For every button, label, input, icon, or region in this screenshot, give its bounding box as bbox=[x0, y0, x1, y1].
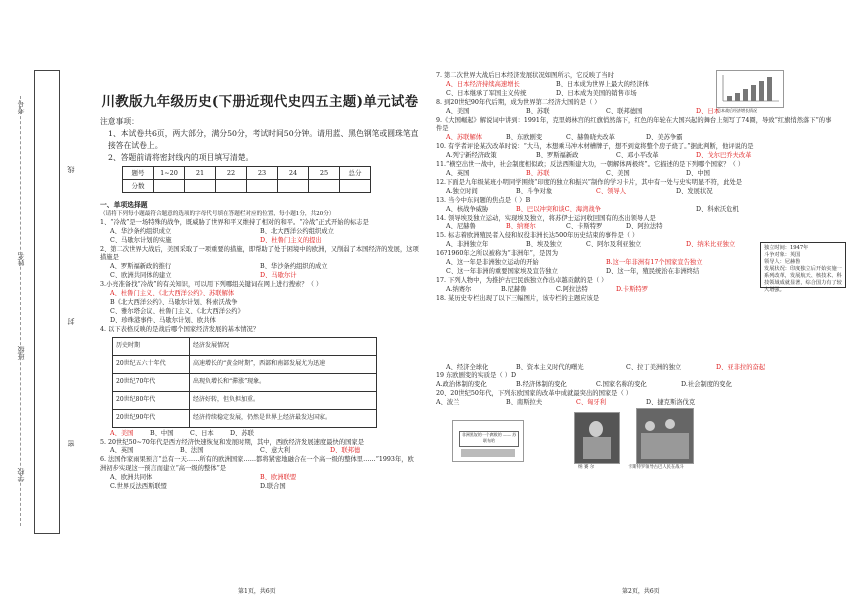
score-input-cell[interactable] bbox=[154, 180, 185, 193]
table-header: 经济发展情况 bbox=[190, 337, 377, 355]
option: B、南斯拉夫 bbox=[506, 399, 543, 407]
figure-head bbox=[645, 421, 655, 431]
option: C、阿尔及利亚独立 bbox=[586, 241, 642, 249]
score-input-cell[interactable] bbox=[278, 180, 309, 193]
chart-svg bbox=[717, 71, 783, 107]
portrait-body bbox=[583, 437, 611, 459]
option: A、这一年是非洲独立运动的开始 bbox=[446, 259, 539, 267]
option: B、北大西洋公约组织成立 bbox=[260, 227, 334, 235]
question-5: 5. 20世纪50~70年代是西方经济快速恢复和发展时期，其中，西欧经济发展速度最快的国家是 bbox=[100, 438, 365, 446]
option: A、核战争威胁 bbox=[446, 205, 489, 213]
option: B、华沙条约组织的成立 bbox=[260, 263, 328, 271]
option: C.阿拉法特 bbox=[556, 285, 588, 293]
cartoon-image bbox=[452, 420, 524, 462]
option: B、苏联 bbox=[526, 107, 550, 115]
option-answer: B、巴以冲突和谈C、海湾战争 bbox=[516, 205, 602, 213]
notes-heading: 注意事项： bbox=[100, 117, 139, 126]
seal-seal-label: 封 bbox=[67, 318, 75, 325]
option: D、苏联 bbox=[230, 429, 254, 437]
score-input-cell[interactable] bbox=[340, 180, 371, 193]
question-2: 2、第二次世界大战后，美国采取了一项重要的措施，即帮助了处于困境中的欧洲，又削弱了本国经济的发展，这项措施是 bbox=[100, 245, 419, 262]
table-cell: 20世纪70年代 bbox=[113, 373, 190, 391]
nasser-caption: 纳 赛 尔 bbox=[578, 465, 595, 470]
option: D、中国 bbox=[686, 169, 710, 177]
option: C、欧洲共同体的建立 bbox=[110, 272, 172, 280]
binding-strip bbox=[34, 70, 60, 534]
option: B、东欧剧变 bbox=[506, 134, 543, 142]
option-answer: D、戈尔巴乔夫改革 bbox=[696, 152, 752, 160]
option: A、波兰 bbox=[436, 399, 460, 407]
option: C、卡斯特罗 bbox=[566, 223, 603, 231]
option: C、日本继承了军国主义传统 bbox=[446, 89, 527, 97]
option: A.政治体制的变化 bbox=[436, 381, 487, 389]
section-heading: 一、单项选择题 bbox=[100, 201, 148, 209]
cartoon-figure bbox=[461, 449, 515, 457]
option-answer: B、纳赛尔 bbox=[506, 223, 536, 231]
option: C、这一年非洲的重要国家埃及宣告独立 bbox=[446, 267, 558, 275]
portrait-head bbox=[589, 421, 603, 437]
option: A、英国 bbox=[110, 447, 134, 455]
section-instructions: （请将下列每小题最符合题意的选项的字母代号填在答题栏对应的位置，每小题1分，共20分） bbox=[100, 210, 335, 217]
option: C、马歇尔计划的实施 bbox=[110, 236, 172, 244]
option: D、阿拉法特 bbox=[626, 223, 663, 231]
seal-secret-label: 密 bbox=[67, 440, 75, 447]
option: B.尼赫鲁 bbox=[501, 285, 527, 293]
question-9: 9.《大国崛起》解说词中讲到：1991年，克里姆林宫的红旗悄然落下，红色的年轮在大国兴起的舞台上刻写了74圈，导致“红旗悄然落下”的事件是 bbox=[436, 116, 832, 133]
option: A.列宁新经济政策 bbox=[446, 152, 497, 160]
score-input-cell[interactable] bbox=[216, 180, 247, 193]
option: B、埃及独立 bbox=[526, 241, 563, 249]
table-row bbox=[113, 409, 377, 427]
name-label: 姓名 bbox=[17, 252, 25, 266]
option-answer: C、匈牙利 bbox=[576, 399, 607, 407]
option-answer: B、欧洲联盟 bbox=[260, 474, 297, 482]
option: B、罗斯福新政 bbox=[536, 152, 579, 160]
question-10: 10. 有学者评论某次改革时说：“大马，本想乘马冲木材槽牌子，想不到竟将整个房子烧了。”据此判断，他评说的是 bbox=[436, 143, 754, 151]
question-6: 6. 法国作家雨果预言“总有一天……所有的欧洲国家……都将紧密地融合在一个高一级的整体里……”1993年，欧洲初步实现这一预言而建立“高一级的整体”是 bbox=[100, 456, 414, 473]
option: C.国家名称的变化 bbox=[596, 381, 647, 389]
japan-economy-chart bbox=[716, 70, 784, 113]
seal-line-label: 线 bbox=[67, 166, 75, 173]
score-cell: 分数 bbox=[123, 180, 154, 193]
option: B、日本成为世界上最大的经济体 bbox=[556, 80, 649, 88]
note-2: 2、答题前请将密封线内的项目填写清楚。 bbox=[108, 153, 254, 162]
table-cell: 经济持续稳定发展，仍然是世界上经济最发达国家。 bbox=[190, 409, 377, 427]
option: C、美国 bbox=[606, 169, 630, 177]
question-14: 14. 领导埃及独立运动，实现埃及独立，将苏伊士运河收回国有的杰出领导人是 bbox=[436, 214, 656, 222]
economy-table bbox=[112, 337, 377, 428]
option: C、雅尔塔会议、杜鲁门主义、《北大西洋公约》 bbox=[110, 307, 244, 315]
option-answer: A、日本经济持续高速增长 bbox=[446, 80, 520, 88]
left-page bbox=[100, 84, 420, 492]
option-answer: D、联邦德 bbox=[330, 447, 361, 455]
option: B.经济体制的变化 bbox=[516, 381, 567, 389]
table-cell: 20世纪90年代 bbox=[113, 409, 190, 427]
option: C、赫鲁晓夫改革 bbox=[566, 134, 615, 142]
table-row bbox=[113, 373, 377, 391]
score-input-cell[interactable] bbox=[185, 180, 216, 193]
option-answer: D、杜鲁门主义的提出 bbox=[260, 236, 322, 244]
question-15: 15. 标志着欧洲殖民者入侵和奴役非洲长达500年历史结束的事件是（ ） bbox=[436, 232, 639, 240]
option-answer: D、纳米比亚独立 bbox=[686, 241, 736, 249]
school-label: 学校 bbox=[17, 468, 25, 482]
question-20: 20、20世纪50年代，下列东欧国家的改革中成就最突出的国家是（ ） bbox=[436, 390, 633, 398]
option: D、这一年，殖民统治在非洲终结 bbox=[606, 267, 700, 275]
table-row bbox=[113, 355, 377, 373]
score-cell: 21 bbox=[185, 167, 216, 180]
option: A.独立时间 bbox=[446, 187, 478, 195]
score-cell: 题号 bbox=[123, 167, 154, 180]
question-8: 8. 到20世纪90年代后期，成为世界第二经济大国的是（ ） bbox=[436, 98, 601, 106]
score-cell: 总分 bbox=[340, 167, 371, 180]
score-table bbox=[122, 166, 371, 193]
table-cell: 经济好转，但负担加重。 bbox=[190, 391, 377, 409]
option: C、日本 bbox=[190, 429, 214, 437]
option-answer: D、马歇尔计 bbox=[260, 272, 297, 280]
option: C、意大利 bbox=[260, 447, 291, 455]
figure-head bbox=[665, 419, 675, 429]
question-7: 7. 第二次世界大战后日本经济发展状况如图所示，它反映了当时 bbox=[436, 72, 615, 79]
option: D、捷克斯洛伐克 bbox=[646, 399, 696, 407]
question-13: 13. 当今中东问题的焦点是（ ）B bbox=[436, 196, 531, 204]
exam-no-label: 考号 bbox=[17, 100, 25, 114]
figure-space bbox=[436, 304, 836, 364]
option: C、联邦德国 bbox=[606, 107, 643, 115]
page-title: 川教版九年级历史(下册近现代史四五主题)单元试卷 bbox=[101, 94, 419, 110]
table-cell: 高速增长的“黄金时期”，西部和南部发展尤为迅速 bbox=[190, 355, 377, 373]
bar bbox=[767, 77, 772, 101]
bar bbox=[743, 89, 748, 101]
study-card: 独立时间：1947年 斗争对象：英国 领导人：尼赫鲁 发展状况：印度独立后开始实施一系列改革，发展航天、核技术、科技领域成就显著，综合国力有了较大增强。 bbox=[760, 242, 846, 288]
castro-photo bbox=[636, 408, 694, 464]
score-input-cell[interactable] bbox=[247, 180, 278, 193]
option: C、邓小平改革 bbox=[616, 152, 659, 160]
option-answer: A、美国 bbox=[110, 429, 134, 437]
option: B、中国 bbox=[150, 429, 174, 437]
score-cell: 23 bbox=[247, 167, 278, 180]
right-page bbox=[436, 72, 836, 408]
question-1: 1、“冷战”是一场特殊的战争，既威胁了世界和平又维持了相对的和平。“冷战”正式开始的标志是 bbox=[100, 218, 369, 226]
option: C、拉丁美洲的独立 bbox=[626, 363, 682, 371]
score-cell: 22 bbox=[216, 167, 247, 180]
question-12: 12.下面是九年级某班小明同学围绕“印度的独立和振兴”制作的学习卡片，其中有一处与史实明显不符，此处是 bbox=[436, 178, 743, 186]
table-cell: 20世纪五六十年代 bbox=[113, 355, 190, 373]
option: D、科索沃危机 bbox=[696, 205, 739, 213]
question-4: 4. 以下表格反映的是战后哪个国家经济发展的基本情况？ bbox=[100, 325, 260, 333]
bar bbox=[751, 85, 756, 101]
page-footer-right: 第2页，共6页 bbox=[622, 588, 660, 595]
score-input-cell[interactable] bbox=[309, 180, 340, 193]
option: D、美苏争霸 bbox=[646, 134, 683, 142]
nasser-photo bbox=[574, 412, 620, 464]
question-18: 18. 某历史专栏出现了以下三幅图片，该专栏的主题应该是 bbox=[436, 294, 600, 302]
option: D.联合国 bbox=[260, 483, 286, 491]
chart-caption: 日本战后经济增长情况 bbox=[717, 108, 757, 113]
question-16: 16?1960年之所以被称为“非洲年”，是因为 bbox=[436, 250, 559, 258]
option: D、珍珠港事件、马歇尔计划、欧共体 bbox=[110, 316, 216, 324]
option-answer: D.卡斯特罗 bbox=[616, 285, 649, 293]
score-cell: 24 bbox=[278, 167, 309, 180]
option-answer: B、苏联 bbox=[526, 169, 550, 177]
option-answer: A、苏联解体 bbox=[446, 134, 483, 142]
table-cell: 出现负增长和“滞涨”现象。 bbox=[190, 373, 377, 391]
option: A、经济全球化 bbox=[446, 363, 489, 371]
option: A、欧洲共同体 bbox=[110, 474, 153, 482]
question-11: 11.“横空出世一战中，社会制度相似政；反法西斯建大功，一朝解体两极终”。它描述的是下列哪个国家？（ ） bbox=[436, 161, 745, 169]
table-row bbox=[113, 391, 377, 409]
question-17: 17. 下列人物中，为推护古巴民族独立作出卓越贡献的是（ ） bbox=[436, 276, 608, 284]
option: A、罗斯福新政的推行 bbox=[110, 263, 172, 271]
figure-bodies bbox=[641, 433, 689, 459]
castro-caption: 卡斯特罗领导古巴人民在战斗 bbox=[628, 465, 684, 470]
option-answer: A、杜鲁门主义、《北大西洋公约》、苏联解体 bbox=[110, 290, 235, 298]
bar bbox=[759, 81, 764, 101]
option-answer: C、领导人 bbox=[596, 187, 627, 195]
cartoon-caption: 非洲黑奴的一个腐败的 —— 苏联布哈 bbox=[459, 431, 519, 447]
option: A、非洲独立年 bbox=[446, 241, 489, 249]
option: A、尼赫鲁 bbox=[446, 223, 476, 231]
table-header: 历史时期 bbox=[113, 337, 190, 355]
score-cell: 1~20 bbox=[154, 167, 185, 180]
option: A、华沙条约组织成立 bbox=[110, 227, 172, 235]
page-footer-left: 第1页，共6页 bbox=[238, 588, 276, 595]
option: A、英国 bbox=[446, 169, 470, 177]
question-19: 19 东欧剧变的实质是（ ）D bbox=[436, 372, 517, 380]
option-answer: B.这一年非洲有17个国家宣告独立 bbox=[606, 259, 703, 267]
note-1: 1、本试卷共6页，两大部分，满分50分，考试时间50分钟。请用蓝、黑色钢笔或圆珠笔直接答在试卷上。 bbox=[108, 129, 419, 150]
option: B、法国 bbox=[180, 447, 204, 455]
option-answer: D、亚非拉的奋起 bbox=[716, 363, 766, 371]
option: D、发展状况 bbox=[676, 187, 713, 195]
option: A、美国 bbox=[446, 107, 470, 115]
option: C.世界反法西斯联盟 bbox=[110, 483, 167, 491]
score-cell: 25 bbox=[309, 167, 340, 180]
option: B、资本主义时代的曙光 bbox=[516, 363, 584, 371]
option: B《北大西洋公约》、马歇尔计划、科索沃战争 bbox=[110, 298, 238, 306]
question-3: 3.小亮准备找“冷战”的有关知识，可以用下列哪组关键词在网上进行搜索？（ ） bbox=[100, 281, 323, 289]
option: A.纳赛尔 bbox=[446, 285, 472, 293]
class-label: 班级 bbox=[17, 346, 25, 360]
option: B、斗争对象 bbox=[516, 187, 553, 195]
option: D、日本成为美国的销售市场 bbox=[556, 89, 637, 97]
table-cell: 20世纪80年代 bbox=[113, 391, 190, 409]
option: D.社会制度的变化 bbox=[681, 381, 732, 389]
option-answer: D、日本 bbox=[696, 107, 720, 115]
seal-dashed-line bbox=[20, 96, 21, 526]
bar bbox=[727, 96, 732, 101]
bar bbox=[735, 93, 740, 101]
